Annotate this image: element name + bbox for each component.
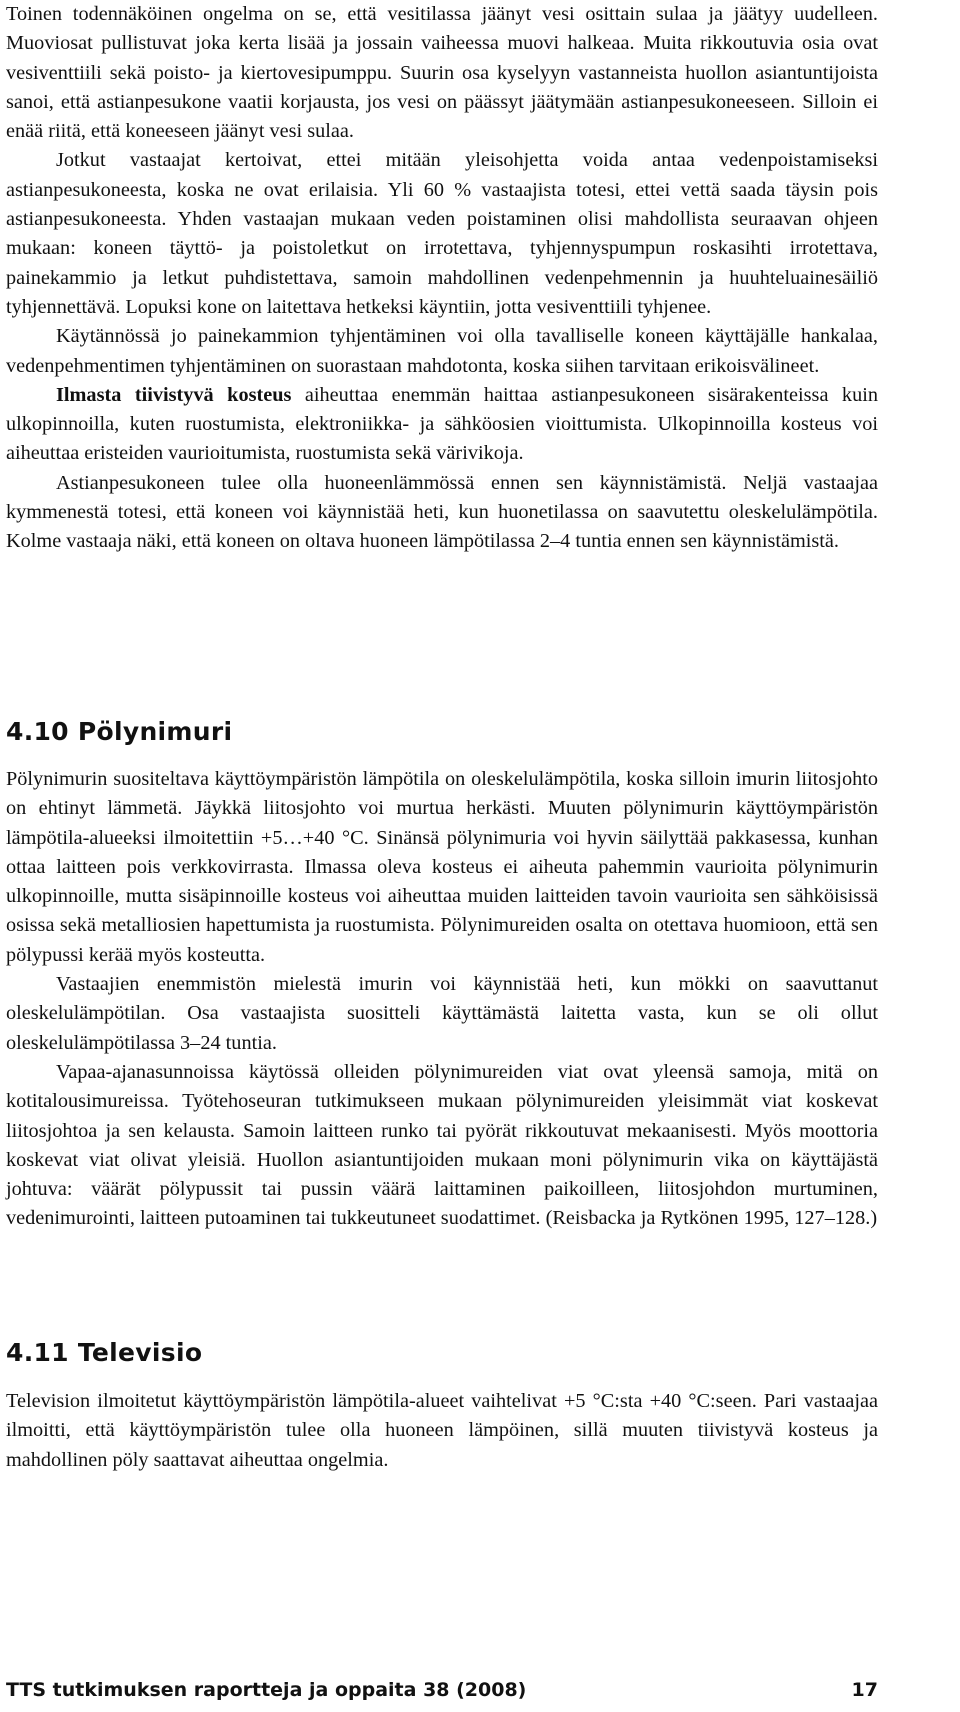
footer-series-title: TTS tutkimuksen raportteja ja oppaita 38 (2008) xyxy=(6,1679,527,1701)
section-4-11-text xyxy=(6,1387,878,1475)
paragraph: Toinen todennäköinen ongelma on se, että vesitilassa jäänyt vesi osittain sulaa ja jäätyy uudelleen. Muoviosat pullistuvat joka kerta lisää ja jossain vaiheessa muovi halkeaa. Muita rikkoutuvia osia ovat vesiventtiili sekä poisto- ja kiertovesipumppu. Suurin osa kyselyyn vastanneista huollon asiantuntijoista sanoi, että astianpesukone vaatii korjausta, jos vesi on päässyt jäätymään astianpesukoneeseen. Silloin ei enää riitä, että koneeseen jäänyt vesi sulaa. xyxy=(6,3,878,143)
page-footer xyxy=(6,1675,878,1705)
paragraph: Vapaa-ajanasunnoissa käytössä olleiden pölynimureiden viat ovat yleensä samoja, mitä on kotitalousimureissa. Työtehoseuran tutkimukseen mukaan pölynimureiden yleisimmät viat koskevat liitosjohtoa ja sen kelausta. Samoin laitteen runko tai pyörät rikkoutuvat mekaanisesti. Myös moottoria koskevat viat olivat yleisiä. Huollon asiantuntijoiden mukaan moni pölynimurin vika on käyttäjästä johtuva: väärät pölypussit tai pussin väärä laittaminen paikoilleen, liitosjohdon murtuminen, vedenimurointi, laitteen putoaminen tai tukkeutuneet suodattimet. (Reisbacka ja Rytkönen 1995, 127–128.) xyxy=(6,1060,878,1230)
paragraph: Vastaajien enemmistön mielestä imurin voi käynnistää heti, kun mökki on saavuttanut oleskelulämpötilan. Osa vastaajista suositteli käyttämästä laitetta vasta, kun se oli ollut oleskelulämpötilassa 3–24 tuntia. xyxy=(6,973,878,1054)
paragraph xyxy=(6,381,878,469)
paragraph: Television ilmoitetut käyttöympäristön lämpötila-alueet vaihtelivat +5 °C:sta +40 °C:seen. Pari vastaajaa ilmoitti, että käyttöympäristön tulee olla huoneen lämpöinen, sillä muuten tiivistyvä kosteus ja mahdollinen pöly saattavat aiheuttaa ongelmia. xyxy=(6,1390,878,1471)
paragraph: Käytännössä jo painekammion tyhjentäminen voi olla tavalliselle koneen käyttäjälle hankalaa, vedenpehmentimen tyhjentäminen on suorastaan mahdotonta, koska siihen tarvitaan erikoisvälineet. xyxy=(6,325,878,377)
page-number: 17 xyxy=(851,1679,878,1701)
section-4-10-text xyxy=(6,765,878,1234)
paragraph: Pölynimurin suositeltava käyttöympäristön lämpötila on oleskelulämpötila, koska silloin imurin liitosjohto on ehtinyt lämmetä. Jäykkä liitosjohto voi murtua herkästi. Muuten pölynimurin käyttöympäristön lämpötila-alueeksi ilmoitettiin +5…+40 °C. Sinänsä pölynimuria voi hyvin säilyttää pakkasessa, kunhan ottaa laitteen pois verkkovirrasta. Ilmassa oleva kosteus ei aiheuta pahemmin vaurioita pölynimurin ulkopinnoille, mutta sisäpinnoille kosteus voi aiheuttaa muiden laitteiden tavoin vaurioita sen sähköisissä osissa sekä metalliosien hapettumista ja ruostumista. Pölynimureiden osalta on otettava huomioon, että sen pölypussi kerää myös kosteutta. xyxy=(6,768,878,966)
paragraph: Astianpesukoneen tulee olla huoneenlämmössä ennen sen käynnistämistä. Neljä vastaajaa kymmenestä totesi, että koneen voi käynnistää heti, kun huonetilassa on saavutettu oleskelulämpötila. Kolme vastaaja näki, että koneen on oltava huoneen lämpötilassa 2–4 tuntia ennen sen käynnistämistä. xyxy=(6,471,878,553)
section-heading-4-10: 4.10 Pölynimuri xyxy=(6,717,233,746)
bold-term: Ilmasta tiivistyvä kosteus xyxy=(56,383,292,406)
paragraph-text: aiheuttaa enemmän haittaa astianpesukoneen sisärakenteissa kuin ulkopinnoilla, kuten ruostumista, elektroniikka- ja sähköosien vioittumista. Ulkopinnoilla kosteus voi aiheuttaa eristeiden vaurioitumista, ruostumista sekä värivikoja. xyxy=(6,383,878,465)
section-previous-text xyxy=(6,0,878,557)
paragraph: Jotkut vastaajat kertoivat, ettei mitään yleisohjetta voida antaa vedenpoistamiseksi astianpesukoneesta, koska ne ovat erilaisia. Yli 60 % vastaajista totesi, ettei vettä saada täysin pois astianpesukoneesta. Yhden vastaajan mukaan veden poistaminen olisi mahdollista seuraavan ohjeen mukaan: koneen täyttö- ja poistoletkut on irrotettava, tyhjennyspumpun roskasihti irrotettava, painekammio ja letkut puhdistettava, samoin mahdollinen vedenpehmennin ja huuhteluainesäiliö tyhjennettävä. Lopuksi kone on laitettava hetkeksi käyntiin, jotta vesiventtiili tyhjenee. xyxy=(6,149,878,318)
section-heading-4-11: 4.11 Televisio xyxy=(6,1338,203,1367)
